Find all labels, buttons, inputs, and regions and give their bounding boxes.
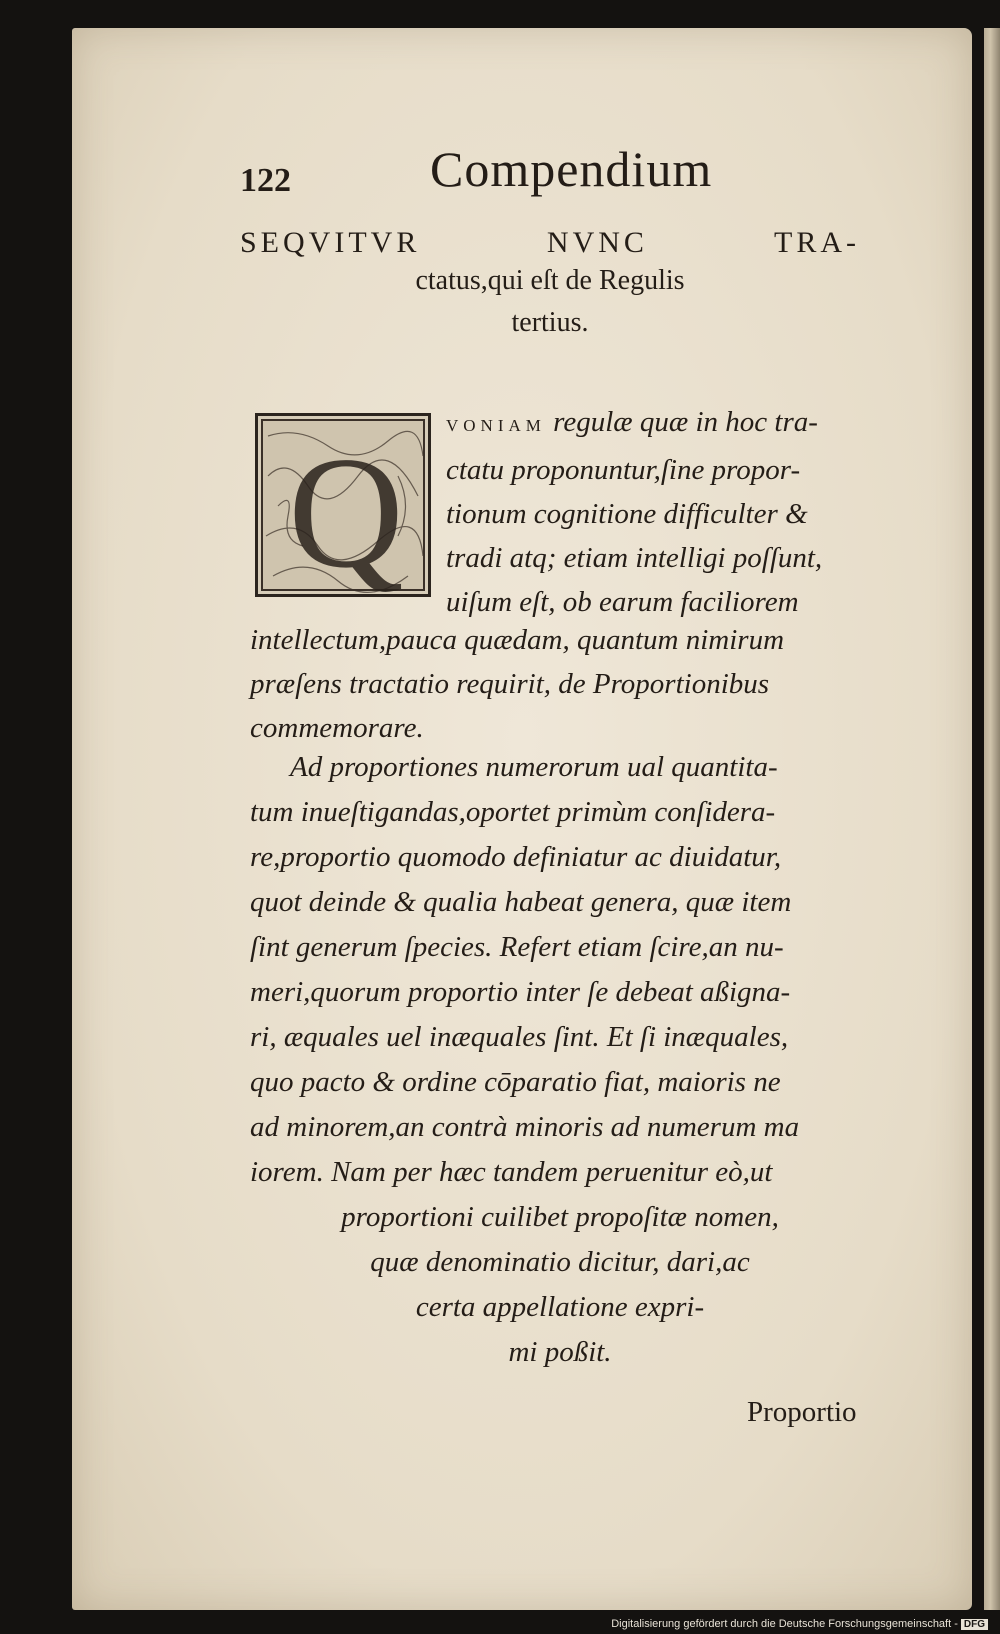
text-line-content: regulæ quæ in hoc tra- bbox=[553, 406, 818, 438]
svg-text:Q: Q bbox=[288, 423, 404, 600]
text-line: intellectum,pauca quædam, quantum nimirum bbox=[250, 624, 785, 656]
digitization-credit bbox=[611, 1618, 988, 1630]
text-line: certa appellatione expri- bbox=[415, 1291, 705, 1323]
text-line: proportioni cuilibet propoſitæ nomen, bbox=[341, 1201, 779, 1233]
page-edge bbox=[984, 28, 1000, 1610]
paragraph-1-full-width bbox=[250, 618, 784, 750]
page-header bbox=[240, 140, 760, 210]
text-line: uiſum eſt, ob earum faciliorem bbox=[446, 586, 799, 618]
text-line: meri,quorum proportio inter ſe debeat aßigna- bbox=[250, 976, 791, 1008]
text-line: ad minorem,an contrà minoris ad numerum ma bbox=[250, 1111, 800, 1143]
lead-caps: VONIAM bbox=[446, 416, 546, 435]
text-line: ctatu proponuntur,ſine propor- bbox=[446, 454, 801, 486]
paragraph-1-beside-initial bbox=[446, 400, 822, 624]
text-line: tum inueſtigandas,oportet primùm conſidera- bbox=[250, 796, 776, 828]
text-line: quo pacto & ordine cōparatio fiat, maioris ne bbox=[250, 1066, 781, 1098]
text-line: tradi atq; etiam intelligi poſſunt, bbox=[446, 542, 823, 574]
text-line: ſint generum ſpecies. Refert etiam ſcire,an nu- bbox=[250, 931, 784, 963]
dfg-logo: DFG bbox=[961, 1619, 988, 1630]
text-line: Ad proportiones numerorum ual quantita- bbox=[290, 751, 778, 783]
catchword: Proportio bbox=[747, 1396, 857, 1428]
text-line: re,proportio quomodo definiatur ac diuidatur, bbox=[250, 841, 782, 873]
text-line: commemorare. bbox=[250, 712, 424, 744]
heading-line-1: SEQVITVR NVNC TRA- bbox=[240, 226, 860, 259]
text-line: quot deinde & qualia habeat genera, quæ item bbox=[250, 886, 792, 918]
decorated-initial-icon bbox=[258, 416, 431, 600]
text-line: ri, æquales uel inæquales ſint. Et ſi inæquales, bbox=[250, 1021, 789, 1053]
text-line: tionum cognitione difficulter & bbox=[446, 498, 808, 530]
decorated-initial bbox=[255, 413, 431, 600]
credit-text: Digitalisierung gefördert durch die Deutsche Forschungsgemeinschaft - bbox=[611, 1618, 958, 1630]
heading-line-2: ctatus,qui eſt de Regulis bbox=[415, 265, 685, 296]
text-line: quæ denominatio dicitur, dari,ac bbox=[370, 1246, 750, 1278]
text-line: mi poßit. bbox=[508, 1336, 612, 1368]
paragraph-2-tail bbox=[250, 1195, 870, 1375]
heading-line-3: tertius. bbox=[511, 307, 589, 338]
section-heading bbox=[240, 226, 860, 344]
running-title: Compendium bbox=[430, 141, 713, 197]
paragraph-2 bbox=[250, 745, 799, 1195]
text-line: præſens tractatio requirit, de Proportionibus bbox=[250, 668, 770, 700]
text-line bbox=[446, 400, 822, 448]
text-line: iorem. Nam per hæc tandem peruenitur eò,ut bbox=[250, 1156, 773, 1188]
page-number: 122 bbox=[240, 162, 291, 199]
